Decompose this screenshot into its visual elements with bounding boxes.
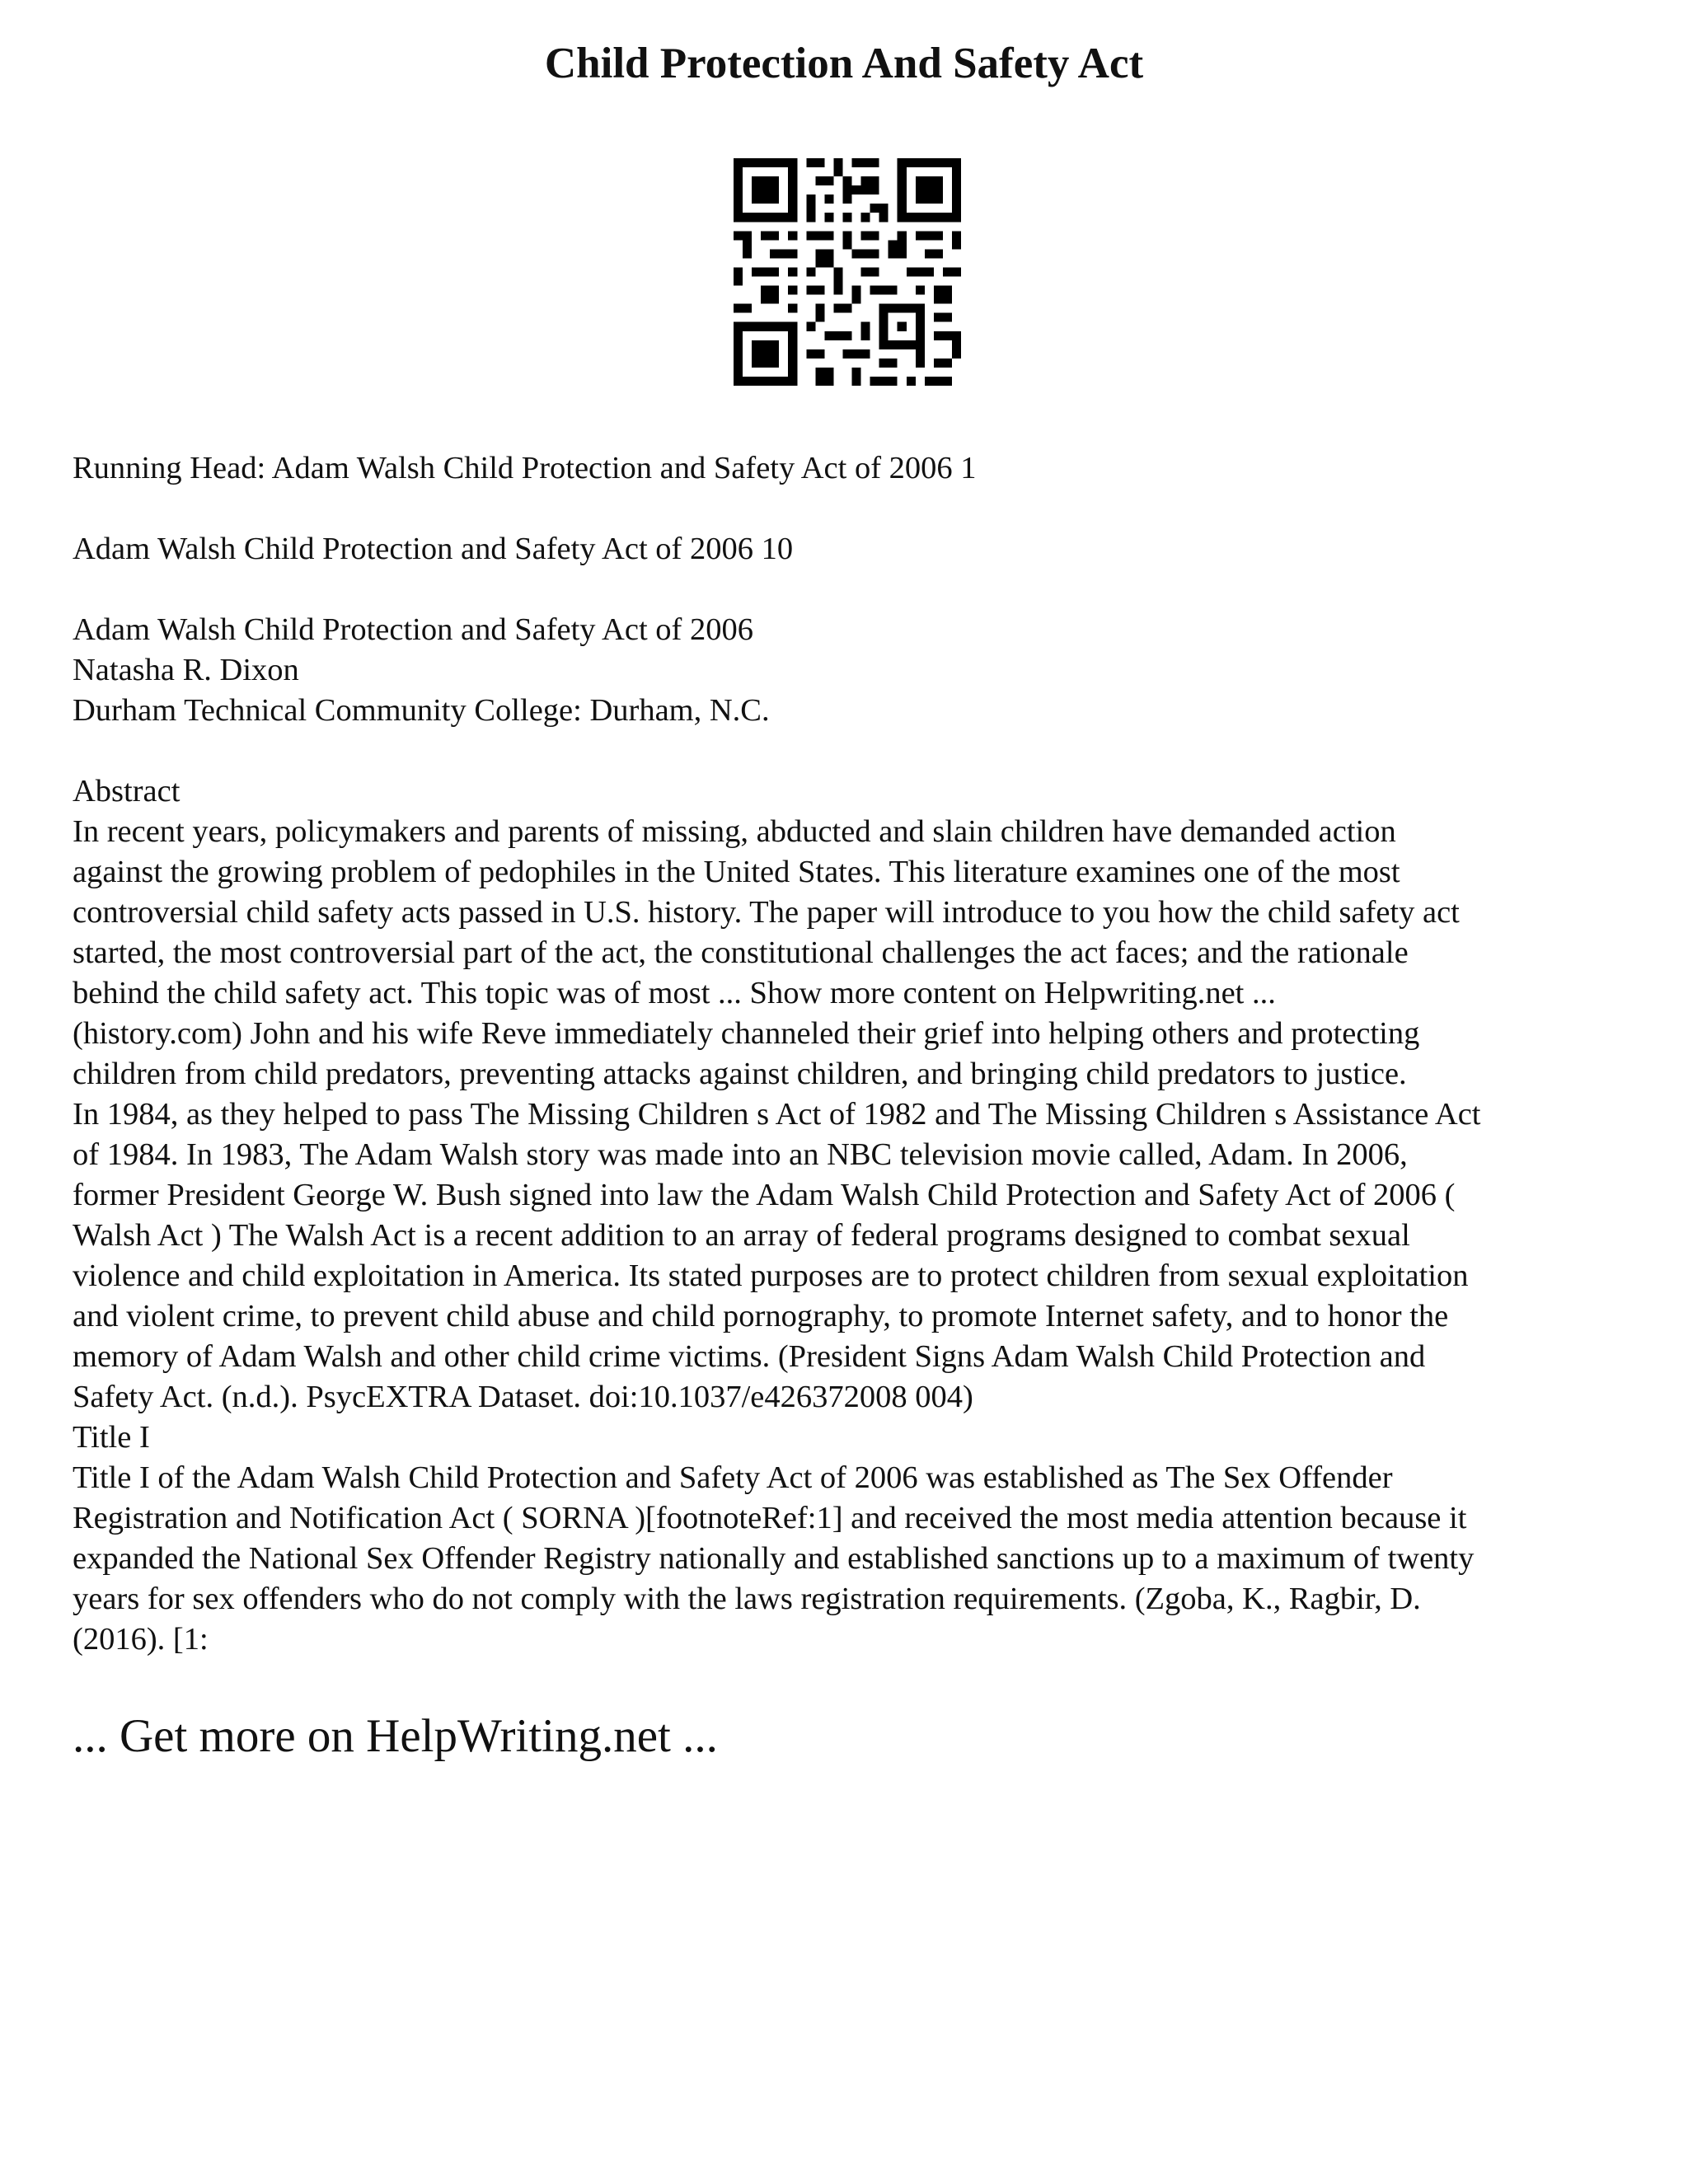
institution: Durham Technical Community College: Durham, N.C. — [73, 693, 770, 728]
abstract-body — [73, 771, 1639, 1660]
body-line: (2016). [1: — [73, 1622, 209, 1657]
qr-code-icon — [734, 158, 961, 386]
body-line: years for sex offenders who do not comply with the laws registration requirements. (Zgoba, K., Ragbir, D. — [73, 1582, 1421, 1616]
body-line: against the growing problem of pedophiles in the United States. This literature examines one of the most — [73, 855, 1400, 889]
body-line: Registration and Notification Act ( SORNA )[footnoteRef:1] and received the most media attention because it — [73, 1501, 1467, 1535]
body-line: In 1984, as they helped to pass The Missing Children s Act of 1982 and The Missing Children s Assistance Act — [73, 1097, 1481, 1132]
body-line: expanded the National Sex Offender Registry nationally and established sanctions up to a maximum of twenty — [73, 1541, 1475, 1576]
body-line: controversial child safety acts passed in U.S. history. The paper will introduce to you how the child safety act — [73, 895, 1460, 930]
abstract-heading: Abstract — [73, 774, 181, 808]
body-line: former President George W. Bush signed into law the Adam Walsh Child Protection and Safety Act of 2006 ( — [73, 1178, 1456, 1212]
body-line: and violent crime, to prevent child abuse and child pornography, to promote Internet safety, and to honor the — [73, 1299, 1449, 1333]
body-line: violence and child exploitation in America. Its stated purposes are to protect children from sexual exploitation — [73, 1258, 1469, 1293]
title-block — [73, 610, 1639, 731]
body-line: children from child predators, preventing attacks against children, and bringing child predators to justice. — [73, 1057, 1407, 1091]
body-line: (history.com) John and his wife Reve immediately channeled their grief into helping others and protecting — [73, 1016, 1420, 1051]
body-line: started, the most controversial part of the act, the constitutional challenges the act faces; and the rationale — [73, 935, 1409, 970]
paper-title: Adam Walsh Child Protection and Safety Act of 2006 — [73, 612, 753, 647]
body-line: memory of Adam Walsh and other child crime victims. (President Signs Adam Walsh Child Protection and — [73, 1339, 1426, 1374]
body-line: In recent years, policymakers and parents of missing, abducted and slain children have demanded action — [73, 814, 1396, 849]
author-name: Natasha R. Dixon — [73, 653, 299, 687]
running-head: Running Head: Adam Walsh Child Protection and Safety Act of 2006 1 — [73, 451, 977, 485]
section-heading-title-i: Title I — [73, 1420, 150, 1455]
body-line: Safety Act. (n.d.). PsycEXTRA Dataset. doi:10.1037/e426372008 004) — [73, 1380, 973, 1414]
page-header: Adam Walsh Child Protection and Safety Act of 2006 10 — [73, 532, 794, 566]
body-line: Walsh Act ) The Walsh Act is a recent addition to an array of federal programs designed to combat sexual — [73, 1218, 1410, 1253]
document-title: Child Protection And Safety Act — [544, 40, 1144, 87]
body-line: behind the child safety act. This topic was of most ... Show more content on Helpwriting.net ... — [73, 976, 1276, 1010]
body-line: Title I of the Adam Walsh Child Protection and Safety Act of 2006 was established as The Sex Offender — [73, 1460, 1393, 1495]
get-more-link[interactable]: ... Get more on HelpWriting.net ... — [73, 1710, 718, 1762]
qr-code — [734, 158, 961, 386]
body-line: of 1984. In 1983, The Adam Walsh story was made into an NBC television movie called, Adam. In 2006, — [73, 1137, 1408, 1172]
